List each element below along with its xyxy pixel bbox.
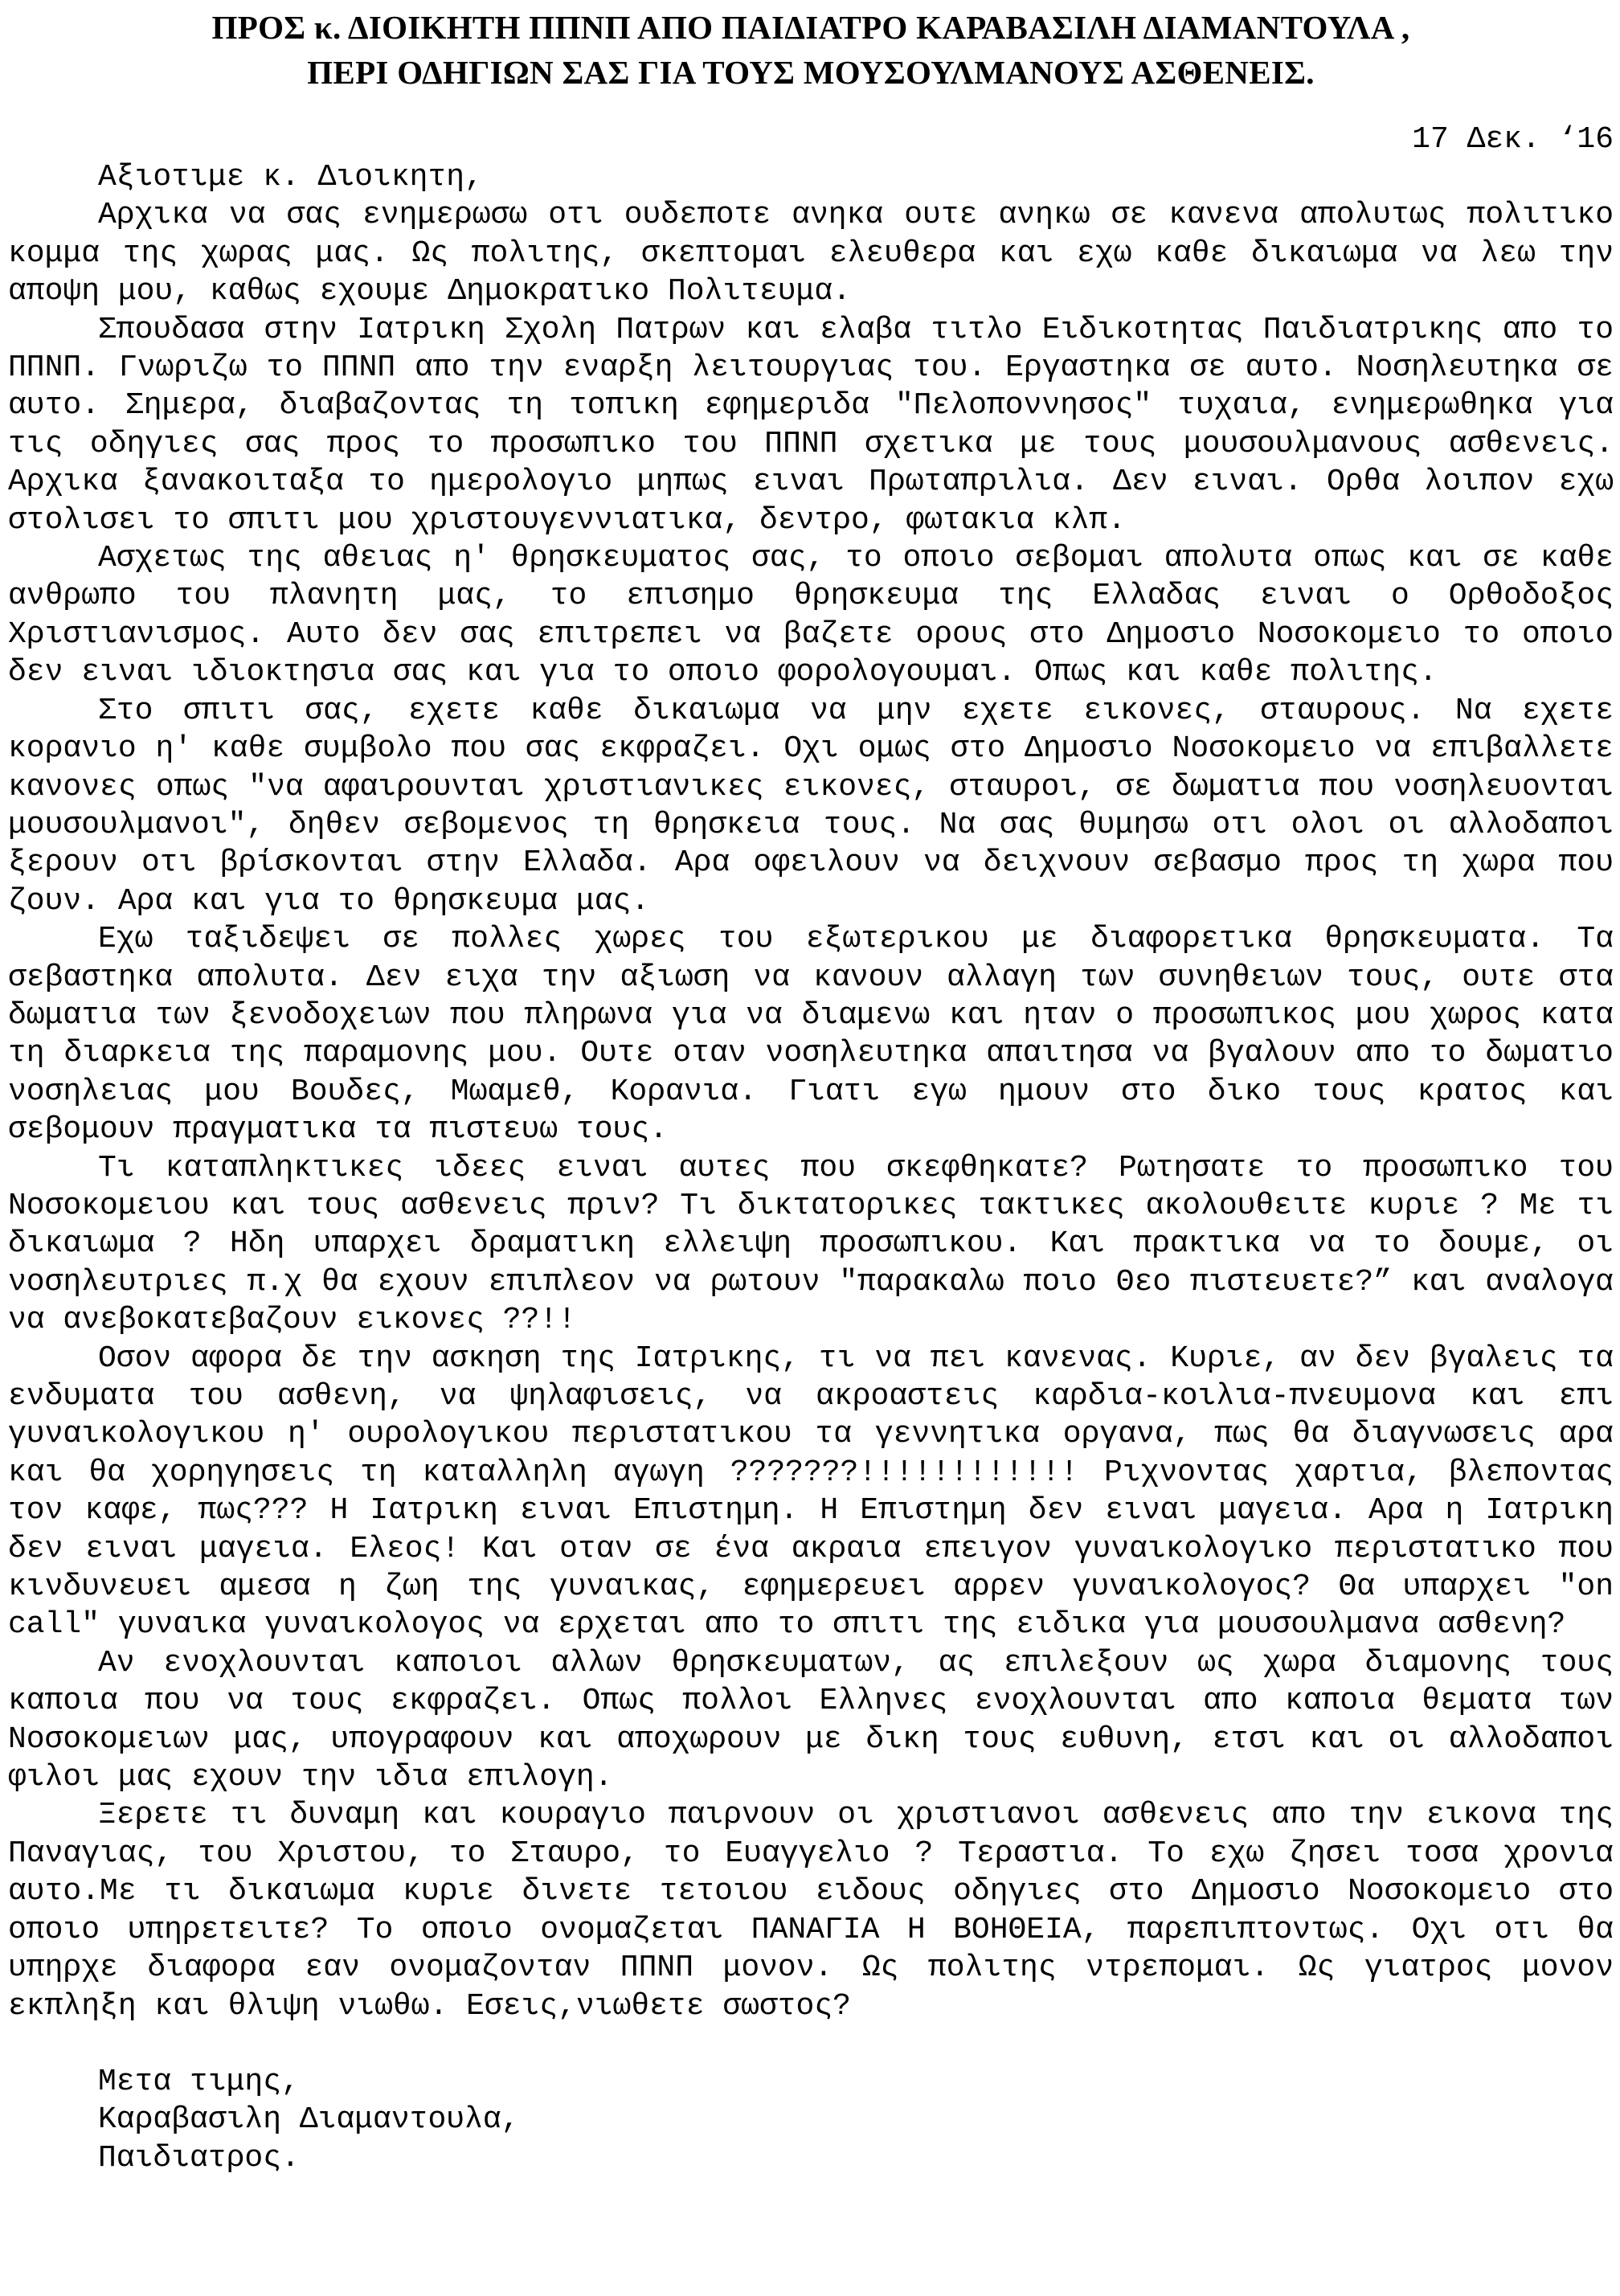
letter-date: 17 Δεκ. ‘16	[1412, 122, 1614, 157]
letter-body	[8, 158, 1614, 2177]
salutation: Αξιοτιμε κ. Διοικητη,	[98, 160, 483, 194]
paragraph: Στο σπιτι σας, εχετε καθε δικαιωμα να μην εχετε εικονες, σταυρους. Να εχετε κορανιο η' καθε συμβολο που σας εκφραζει. Οχι ομως στο Δημοσιο Νοσοκομειο να επιβαλλετε κανονες οπως "να αφαιρουνται χριστιανικες εικονες, σταυροι, σε δωματια που νοσηλευονται μουσουλμανοι", δηθεν σεβομενος τη θρησκεια τους. Να σας θυμησω οτι ολοι οι αλλοδαποι ξερουν οτι βρίσκονται στην Ελλαδα. Αρα οφειλουν να δειχνουν σεβασμο προς τη χωρα που ζουν. Αρα και για το θρησκευμα μας.	[8, 693, 1614, 919]
signature-name: Καραβασιλη Διαμαντουλα,	[98, 2102, 520, 2138]
signature-title: Παιδιατρος.	[98, 2140, 300, 2175]
letter-closing	[8, 2063, 1614, 2177]
paragraph: Αρχικα να σας ενημερωσω οτι ουδεποτε ανηκα ουτε ανηκω σε κανενα απολυτως πολιτικο κομμα της χωρας μας. Ως πολιτης, σκεπτομαι ελευθερα και εχω καθε δικαιωμα να λεω την αποψη μου, καθως εχουμε Δημοκρατικο Πολιτευμα.	[8, 198, 1614, 309]
header-line-1: ΠΡΟΣ κ. ΔΙΟΙΚΗΤΗ ΠΠΝΠ ΑΠΟ ΠΑΙΔΙΑΤΡΟ ΚΑΡΑΒΑΣΙΛΗ ΔΙΑΜΑΝΤΟΥΛΑ ,	[211, 9, 1410, 46]
paragraph: Αν ενοχλουνται καποιοι αλλων θρησκευματων, ας επιλεξουν ως χωρα διαμονης τους καποια που να τους εκφραζει. Οπως πολλοι Ελληνες ενοχλουνται απο καποια θεματα των Νοσοκομειων μας, υπογραφουν και αποχωρουν με δικη τους ευθυνη, ετσι και οι αλλοδαποι φιλοι μας εχουν την ιδια επιλογη.	[8, 1645, 1614, 1795]
paragraph: Οσον αφορα δε την ασκηση της Ιατρικης, τι να πει κανενας. Κυριε, αν δεν βγαλεις τα ενδυματα του ασθενη, να ψηλαφισεις, να ακροαστεις καρδια-κοιλια-πνευμονα και επι γυναικολογικου η' ουρολογικου περιστατικου τα γεννητικα οργανα, πως θα διαγνωσεις αρα και θα χορηγησεις τη καταλληλη αγωγη ???????!!!!!!!!!!!! Ριχνοντας χαρτια, βλεποντας τον καφε, πως??? Η Ιατρικη ειναι Επιστημη. Η Επιστημη δεν ειναι μαγεια. Αρα η Ιατρικη δεν ειναι μαγεια. Ελεος! Και οταν σε ένα ακραια επειγον γυναικολογικο περιστατικο που κινδυνευει αμεσα η ζωη της γυναικας, εφημερευει αρρεν γυναικολογος? Θα υπαρχει "on call" γυναικα γυναικολογος να ερχεται απο το σπιτι της ειδικα για μουσουλμανα ασθενη?	[8, 1340, 1614, 1643]
paragraph: Ξερετε τι δυναμη και κουραγιο παιρνουν οι χριστιανοι ασθενεις απο την εικονα της Παναγιας, του Χριστου, το Σταυρο, το Ευαγγελιο ? Τεραστια. Το εχω ζησει τοσα χρονια αυτο.Με τι δικαιωμα κυριε δινετε τετοιου ειδους οδηγιες στο Δημοσιο Νοσοκομειο στο οποιο υπηρετειτε? Το οποιο ονομαζεται ΠΑΝΑΓΙΑ Η ΒΟΗΘΕΙΑ, παρεπιπτοντως. Οχι οτι θα υπηρχε διαφορα εαν ονομαζονταν ΠΠΝΠ μονον. Ως πολιτης ντρεπομαι. Ως γιατρος μονον εκπληξη και θλιψη νιωθω. Εσεις,νιωθετε σωστος?	[8, 1798, 1614, 2024]
paragraph: Εχω ταξιδεψει σε πολλες χωρες του εξωτερικου με διαφορετικα θρησκευματα. Τα σεβαστηκα απολυτα. Δεν ειχα την αξιωση να κανουν αλλαγη των συνηθειων τους, ουτε στα δωματια των ξενοδοχειων που πληρωνα για να διαμενω και ηταν ο προσωπικος μου χωρος κατα τη διαρκεια της παραμονης μου. Ουτε οταν νοσηλευτηκα απαιτησα να βγαλουν απο το δωματιο νοσηλειας μου Βουδες, Μωαμεθ, Κορανια. Γιατι εγω ημουν στο δικο τους κρατος και σεβομουν πραγματικα τα πιστευω τους.	[8, 922, 1614, 1148]
closing-greeting: Μετα τιμης,	[98, 2064, 300, 2099]
letter-header	[8, 0, 1614, 95]
paragraph: Ασχετως της αθειας η' θρησκευματος σας, το οποιο σεβομαι απολυτα οπως και σε καθε ανθρωπο του πλανητη μας, το επισημο θρησκευμα της Ελλαδας ειναι ο Ορθοδοξος Χριστιανισμος. Αυτο δεν σας επιτρεπει να βαζετε ορους στο Δημοσιο Νοσοκομειο το οποιο δεν ειναι ιδιοκτησια σας και για το οποιο φορολογουμαι. Οπως και καθε πολιτης.	[8, 541, 1614, 690]
paragraph: Τι καταπληκτικες ιδεες ειναι αυτες που σκεφθηκατε? Ρωτησατε το προσωπικο του Νοσοκομειου και τους ασθενεις πριν? Τι δικτατορικες τακτικες ακολουθειτε κυριε ? Με τι δικαιωμα ? Ηδη υπαρχει δραματικη ελλειψη προσωπικου. Και πρακτικα να το δουμε, οι νοσηλευτριες π.χ θα εχουν επιπλεον να ρωτουν "παρακαλω ποιο Θεο πιστευετε?” και αναλογα να ανεβοκατεβαζουν εικονες ??!!	[8, 1150, 1614, 1338]
paragraph: Σπουδασα στην Ιατρικη Σχολη Πατρων και ελαβα τιτλο Ειδικοτητας Παιδιατρικης απο το ΠΠΝΠ. Γνωριζω το ΠΠΝΠ απο την εναρξη λειτουργιας του. Εργαστηκα σε αυτο. Νοσηλευτηκα σε αυτο. Σημερα, διαβαζοντας τη τοπικη εφημεριδα "Πελοποννησος" τυχαια, ενημερωθηκα για τις οδηγιες σας προς το προσωπικο του ΠΠΝΠ σχετικα με τους μουσουλμανους ασθενεις. Αρχικα ξανακοιταξα το ημερολογιο μηπως ειναι Πρωταπριλια. Δεν ειναι. Ορθα λοιπον εχω στολισει το σπιτι μου χριστουγεννιατικα, δεντρο, φωτακια κλπ.	[8, 312, 1614, 538]
header-line-2: ΠΕΡΙ ΟΔΗΓΙΩΝ ΣΑΣ ΓΙΑ ΤΟΥΣ ΜΟΥΣΟΥΛΜΑΝΟΥΣ ΑΣΘΕΝΕΙΣ.	[307, 54, 1315, 91]
